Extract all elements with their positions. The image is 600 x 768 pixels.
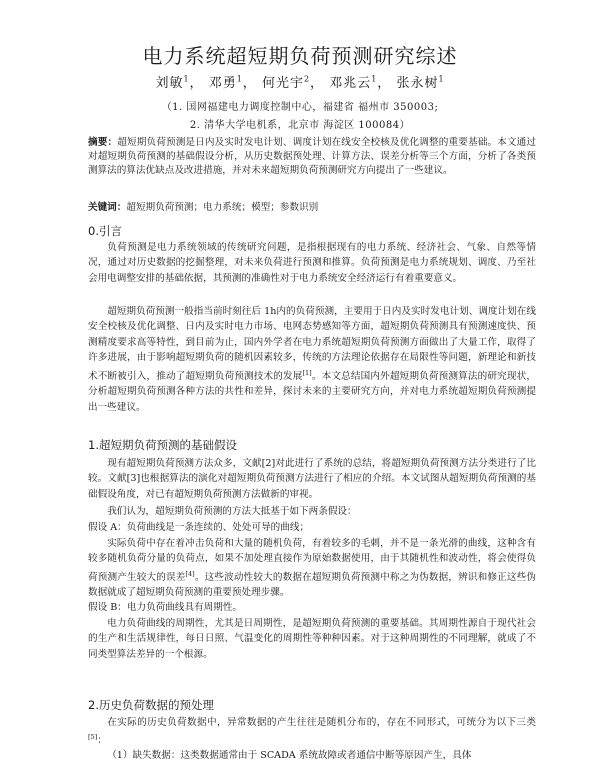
paragraph: 现有超短期负荷预测方法众多，文献[2]对此进行了系统的总结，将超短期负荷预测方法分类进行了比较。文献[3]也根据算法的演化对超短期负荷预测方法进行了相应的介绍。本文试图从超短期负荷预测的基础假设角度，对已有超短期负荷预测方法做新的审视。 [88, 458, 536, 500]
paragraph: 假设 B：电力负荷曲线具有周期性。 [88, 602, 243, 613]
author: 邓勇$^1$ [208, 74, 243, 91]
paragraph: 假设 A：负荷曲线是一条连续的、处处可导的曲线； [88, 522, 310, 533]
paragraph: 我们认为，超短期负荷预测的方法大抵基于如下两条假设： [107, 506, 357, 517]
author: 刘敏$^1$ [155, 74, 190, 91]
section-heading: 1.超短期负荷预测的基础假设 [88, 438, 237, 452]
abstract-label: 摘要： [88, 137, 118, 148]
paragraph: 实际负荷中存在着冲击负荷和大量的随机负荷，有着较多的毛刺，并不是一条光滑的曲线，这种含有较多随机负荷分量的负荷点，如果不加处理直接作为原始数据使用，由于其随机性和波动性，将会使得负荷预测产生较大的误差[4]。这些波动性较大的数据在超短期负荷预测中称之为伪数据，辨识和修正这些伪数据就成了超短期负荷预测的重要预处理步骤。 [88, 538, 537, 599]
keywords [88, 201, 536, 215]
paragraph: （1）缺失数据：这类数据通常由于 SCADA 系统故障或者通信中断等原因产生，具体 [107, 750, 472, 761]
paragraph: 超短期负荷预测一般指当前时刻往后 1h内的负荷预测，主要用于日内及实时发电计划、调度计划在线安全校核及优化调整、日内及实时电力市场、电网态势感知等方面，超短期负荷预测具有预测速度快、预测精度要求高等特性，到目前为止，国内外学者在电力系统超短期负荷预测方面做出了大量工作，取得了许多进展，由于影响超短期负荷的随机因素较多，传统的方法理论依据存在局限性等问题，新理论和新技术不断被引入，推动了超短期负荷预测技术的发展[1]。本文总结国内外超短期负荷预测算法的研究现状，分析超短期负荷预测各种方法的共性和差异，探讨未来的主要研究方向，并对电力系统超短期负荷预测提出一些建议。 [88, 306, 536, 413]
author: 邓兆云$^1$ [329, 74, 378, 91]
paragraph: 在实际的历史负荷数据中，异常数据的产生往往是随机分布的，存在不同形式，可统分为以下三类[5]： [88, 717, 536, 747]
abstract [88, 136, 536, 178]
author: 张永树$^1$ [396, 74, 445, 91]
paragraph: 负荷预测是电力系统领域的传统研究问题，是指根据现有的电力系统、经济社会、气象、自然等情况，通过对历史数据的挖掘整理，对未来负荷进行预测和推算。负荷预测是电力系统规划、调度、乃至社会用电调整安排的基础依据，其预测的准确性对于电力系统安全经济运行有着重要意义。 [88, 242, 536, 284]
affiliation-line: 2. 清华大学电机系，北京市 海淀区 100084） [189, 120, 411, 131]
abstract-text: 超短期负荷预测是日内及实时发电计划、调度计划在线安全校核及优化调整的重要基础。本文通过对超短期负荷预测的基础假设分析，从历史数据预处理、计算方法、误差分析等三个方面，分析了各类预测算法的算法优缺点及改进措施，并对未来超短期负荷预测研究方向提出了一些建议。 [88, 137, 537, 176]
author: 何光宇$^2$ [261, 74, 311, 91]
section-heading: 0.引言 [88, 224, 122, 238]
paper-title: 电力系统超短期负荷预测研究综述 [142, 44, 458, 68]
paragraph: 电力负荷曲线的周期性，尤其是日周期性，是超短期负荷预测的重要基础。其周期性源自于现代社会的生产和生活规律性，每日日照、气温变化的周期性等种种因素。对于这种周期性的不同理解，就成了不同类型算法差异的一个根源。 [88, 618, 536, 660]
keywords-label: 关键词： [88, 202, 127, 213]
author-list: 刘敏$^1$， 邓勇$^1$， 何光宇$^2$， 邓兆云$^1$， 张永树$^1$ [155, 74, 445, 91]
affiliation-line: （1. 国网福建电力调度控制中心，福建省 福州市 350003; [161, 102, 439, 113]
keywords-text: 超短期负荷预测；电力系统；模型；参数识别 [126, 202, 319, 213]
section-heading: 2.历史负荷数据的预处理 [88, 698, 214, 712]
